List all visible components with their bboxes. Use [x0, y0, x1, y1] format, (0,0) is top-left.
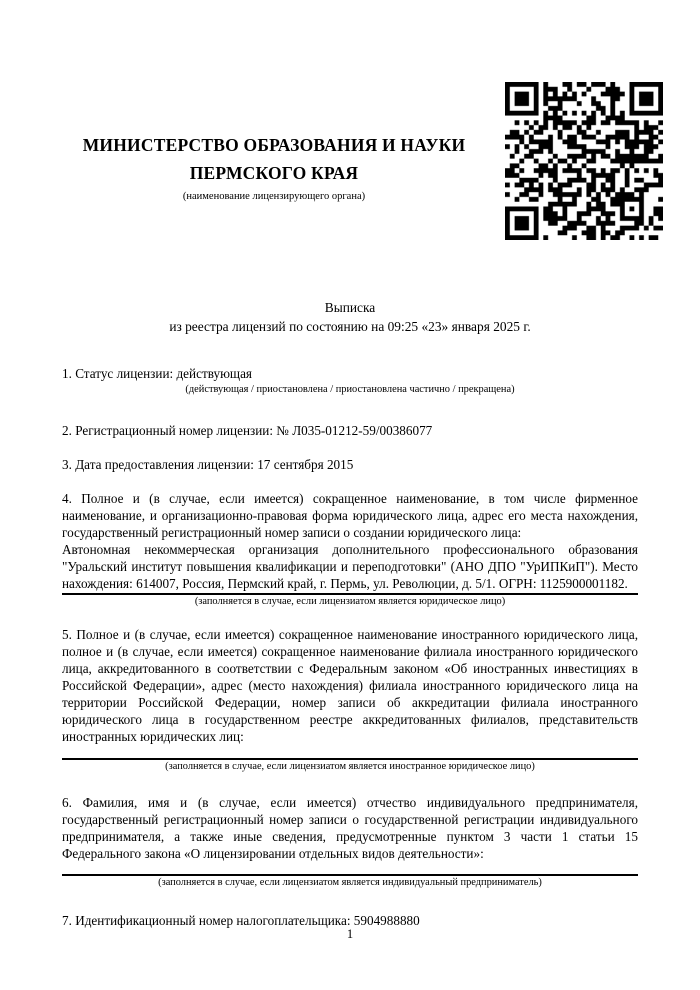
- item-foreign-entity: [62, 626, 638, 774]
- document-title-line2: из реестра лицензий по состоянию на 09:25 «23» января 2025 г.: [169, 318, 531, 334]
- item-legal-entity: [62, 490, 638, 610]
- qr-code: [505, 82, 663, 240]
- item-legal-entity-caption: (заполняется в случае, если лицензиатом является юридическое лицо): [194, 596, 506, 608]
- qr-code-image: [505, 82, 663, 240]
- item-taxpayer-id: 7. Идентификационный номер налогоплательщика: 5904988880: [62, 913, 420, 929]
- item-legal-entity-value: Автономная некоммерческая организация дополнительного профессионального образования "Уральский институт повышения квалификации и переподготовки" (АНО ДПО "УрИПКиП"). Место нахождения: 614007, Россия, Пермский край, г. Пермь, ул. Революции, д. 5/1. ОГРН: 1125900001182.: [62, 541, 638, 592]
- item-license-grant-date: 3. Дата предоставления лицензии: 17 сентября 2015: [62, 457, 354, 473]
- ministry-name-line1: МИНИСТЕРСТВО ОБРАЗОВАНИЯ И НАУКИ: [82, 135, 466, 155]
- ministry-name-caption: (наименование лицензирующего органа): [182, 190, 366, 202]
- item-individual-entrepreneur: [62, 794, 638, 891]
- page-number: 1: [346, 927, 354, 941]
- item-license-status: 1. Статус лицензии: действующая: [62, 366, 253, 381]
- item-individual-entrepreneur-label: 6. Фамилия, имя и (в случае, если имеется) отчество индивидуального предпринимателя, государственный регистрационный номер записи о государственной регистрации индивидуального предпринимателя, а также иные сведения, предусмотренные пунктом 3 части 1 статьи 15 Федерального закона «О лицензировании отдельных видов деятельности»:: [62, 794, 638, 862]
- item-legal-entity-label: 4. Полное и (в случае, если имеется) сокращенное наименование, в том числе фирменное наименование, и организационно-правовая форма юридического лица, адрес его места нахождения, государственный регистрационный номер записи о создании юридического лица:: [62, 490, 638, 540]
- licensing-authority-header: [62, 131, 486, 202]
- ministry-name-line2: ПЕРМСКОГО КРАЯ: [189, 163, 359, 184]
- item-registration-number: 2. Регистрационный номер лицензии: № Л035-01212-59/00386077: [62, 423, 433, 439]
- document-title-line1: Выписка: [324, 300, 376, 315]
- item-license-status-caption: (действующая / приостановлена / приостановлена частично / прекращена): [185, 384, 515, 396]
- document-title: [62, 299, 638, 336]
- item-foreign-entity-caption: (заполняется в случае, если лицензиатом является иностранное юридическое лицо): [165, 760, 535, 772]
- item-individual-entrepreneur-caption: (заполняется в случае, если лицензиатом является индивидуальный предприниматель): [158, 877, 542, 889]
- document-body: [62, 365, 638, 929]
- item-foreign-entity-label: 5. Полное и (в случае, если имеется) сокращенное наименование иностранного юридического лица, полное и (в случае, если имеется) сокращенное наименование филиала иностранного юридического лица, аккредитованного в соответствии с Федеральным законом «Об иностранных инвестициях в Российской Федерации», адрес (место нахождения) филиала иностранного юридического лица на территории Российской Федерации, номер записи об аккредитации филиала иностранного юридического лица в государственном реестре аккредитованных филиалов, представительств иностранных юридических лиц:: [62, 626, 638, 745]
